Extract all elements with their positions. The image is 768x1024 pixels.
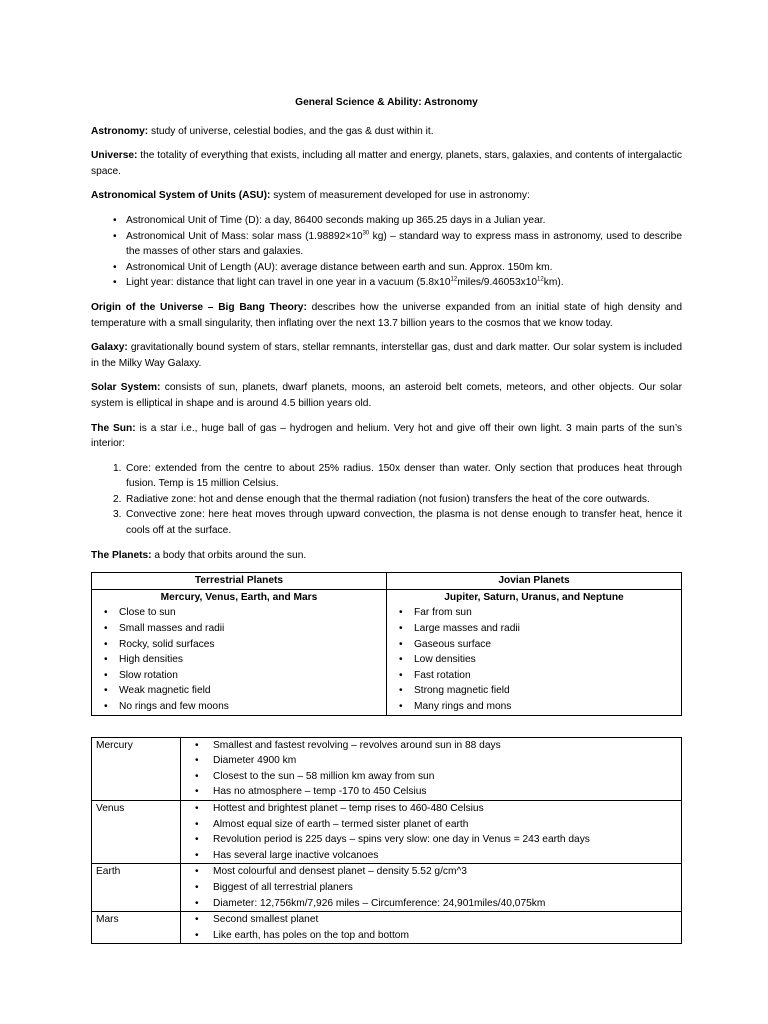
universe-definition — [91, 148, 682, 179]
planet-facts-list — [185, 912, 677, 943]
list-item — [91, 492, 682, 508]
list-item-text: Astronomical Unit of Mass: solar mass (1.98892×10 — [126, 230, 363, 242]
term: Universe: — [91, 150, 138, 162]
definition-text: system of measurement developed for use in astronomy: — [270, 190, 530, 202]
list-item-text: Light year: distance that light can travel in one year in a vacuum (5.8x10 — [126, 277, 451, 289]
planet-facts-list — [185, 801, 677, 863]
planet-details-table — [91, 737, 682, 945]
list-item: • Smallest and fastest revolving – revolves around sun in 88 days — [185, 738, 677, 754]
terrestrial-subheader: Mercury, Venus, Earth, and Mars — [160, 591, 318, 603]
list-item: • No rings and few moons — [96, 699, 382, 715]
list-item: • Many rings and mons — [391, 699, 677, 715]
list-item: • Closest to the sun – 58 million km away from sun — [185, 769, 677, 785]
list-item: • Weak magnetic field — [96, 683, 382, 699]
list-item: • High densities — [96, 652, 382, 668]
definition-text: the totality of everything that exists, including all matter and energy, planets, stars, galaxies, and contents of intergalactic space. — [91, 150, 683, 177]
term: The Planets: — [91, 549, 152, 561]
list-item: • Gaseous surface — [391, 637, 677, 653]
planet-facts-list — [185, 864, 677, 911]
term: Galaxy: — [91, 342, 128, 354]
list-item: • Fast rotation — [391, 668, 677, 684]
term: Solar System: — [91, 382, 161, 394]
planet-facts-list — [185, 738, 677, 800]
definition-text: a body that orbits around the sun. — [151, 549, 307, 561]
jovian-cell — [387, 589, 682, 715]
list-item: • Almost equal size of earth – termed sister planet of earth — [185, 817, 677, 833]
planet-name: Earth — [92, 864, 181, 912]
terrestrial-list — [96, 605, 382, 714]
exponent: 12 — [537, 276, 544, 283]
list-item: • Slow rotation — [96, 668, 382, 684]
table-row — [92, 800, 682, 863]
definition-text: consists of sun, planets, dwarf planets, moons, an asteroid belt comets, meteors, and other objects. Our solar system is elliptical in shape and is around 4.5 billion years old. — [91, 382, 682, 409]
list-item-text: Astronomical Unit of Length (AU): average distance between earth and sun. Approx. 150m km. — [126, 261, 553, 273]
exponent: 12 — [450, 276, 458, 283]
list-item: • Large masses and radii — [391, 621, 677, 637]
list-item: • Strong magnetic field — [391, 683, 677, 699]
sun-parts-list — [91, 461, 682, 539]
list-item: • Close to sun — [96, 605, 382, 621]
list-item: • Most colourful and densest planet – density 5.52 g/cm^3 — [185, 864, 677, 880]
table-row — [92, 912, 682, 944]
list-item-text: Core: extended from the centre to about 25% radius. 150x denser than water. Only section that produces heat through fusion. Temp is 15 million Celsius. — [126, 462, 682, 490]
list-item: • Hottest and brightest planet – temp rises to 460-480 Celsius — [185, 801, 677, 817]
list-item: • Revolution period is 225 days – spins very slow: one day in Venus = 243 earth days — [185, 832, 677, 848]
terrestrial-cell — [92, 589, 387, 715]
planet-name: Mars — [92, 912, 181, 944]
astronomy-definition — [91, 124, 682, 140]
galaxy-definition — [91, 340, 682, 371]
list-item: • Second smallest planet — [185, 912, 677, 928]
table-header-jovian: Jovian Planets — [387, 573, 682, 590]
list-item-text: Astronomical Unit of Time (D): a day, 86400 seconds making up 365.25 days in a Julian year. — [126, 214, 546, 226]
list-item: • Diameter 4900 km — [185, 753, 677, 769]
list-item — [91, 213, 682, 229]
planet-facts-cell — [181, 800, 682, 863]
planets-definition — [91, 548, 682, 564]
list-item: • Diameter: 12,756km/7,926 miles – Circumference: 24,901miles/40,075km — [185, 896, 677, 912]
jovian-subheader: Jupiter, Saturn, Uranus, and Neptune — [444, 591, 624, 603]
list-item-text: Convective zone: here heat moves through upward convection, the plasma is not dense enough to transfer heat, hence it cools off at the surface. — [126, 509, 682, 537]
definition-text: gravitationally bound system of stars, stellar remnants, interstellar gas, dust and dark matter. Our solar system is included in the Milky Way Galaxy. — [91, 342, 682, 369]
list-item: • Biggest of all terrestrial planers — [185, 880, 677, 896]
definition-text: describes how the universe expanded from an initial state of high density and temperature with a small singularity, then inflating over the next 13.7 billion years to the cosmos that we know today. — [91, 301, 682, 329]
planet-name: Venus — [92, 800, 181, 863]
list-item-text: kg) – standard way to express mass in astronomy, used to describe the masses of other stars and galaxies. — [126, 230, 682, 258]
term: Astronomy: — [91, 125, 149, 137]
definition-text: study of universe, celestial bodies, and the gas & dust within it. — [148, 125, 434, 137]
table-header-terrestrial: Terrestrial Planets — [92, 573, 387, 590]
list-item — [91, 275, 682, 291]
list-number: 2. — [113, 493, 122, 505]
list-item — [91, 229, 682, 260]
list-number: 3. — [113, 509, 122, 521]
table-row — [92, 864, 682, 912]
solar-system-definition — [91, 380, 682, 411]
exponent: 30 — [362, 230, 370, 237]
list-item: • Low densities — [391, 652, 677, 668]
asu-definition — [91, 188, 682, 204]
list-item: • Small masses and radii — [96, 621, 382, 637]
list-item: • Has several large inactive volcanoes — [185, 848, 677, 864]
list-item: • Rocky, solid surfaces — [96, 637, 382, 653]
planet-facts-cell — [181, 864, 682, 912]
list-item-text: Radiative zone: hot and dense enough that the thermal radiation (not fusion) transfers the heat of the core outwards. — [126, 493, 650, 505]
term: Origin of the Universe – Big Bang Theory: — [91, 301, 307, 313]
jovian-list — [391, 605, 677, 714]
list-item — [91, 461, 682, 492]
definition-text: is a star i.e., huge ball of gas – hydrogen and helium. Very hot and give off their own light. 3 main parts of the sun’s interior: — [91, 422, 683, 450]
planet-comparison-table — [91, 572, 682, 715]
planet-name: Mercury — [92, 737, 181, 800]
list-item-text: km). — [543, 277, 564, 289]
term: Astronomical System of Units (ASU): — [91, 190, 271, 202]
list-item: • Far from sun — [391, 605, 677, 621]
page-title: General Science & Ability: Astronomy — [295, 97, 478, 108]
list-item — [91, 260, 682, 276]
list-item: • Like earth, has poles on the top and bottom — [185, 928, 677, 944]
table-row — [92, 737, 682, 800]
term: The Sun: — [91, 422, 136, 434]
planet-facts-cell — [181, 737, 682, 800]
planet-facts-cell — [181, 912, 682, 944]
list-item — [91, 507, 682, 538]
list-number: 1. — [113, 462, 122, 474]
asu-list — [91, 213, 682, 291]
sun-definition — [91, 421, 682, 452]
list-item: • Has no atmosphere – temp -170 to 450 Celsius — [185, 784, 677, 800]
big-bang-definition — [91, 300, 682, 331]
list-item-text: miles/9.46053x10 — [457, 277, 538, 289]
